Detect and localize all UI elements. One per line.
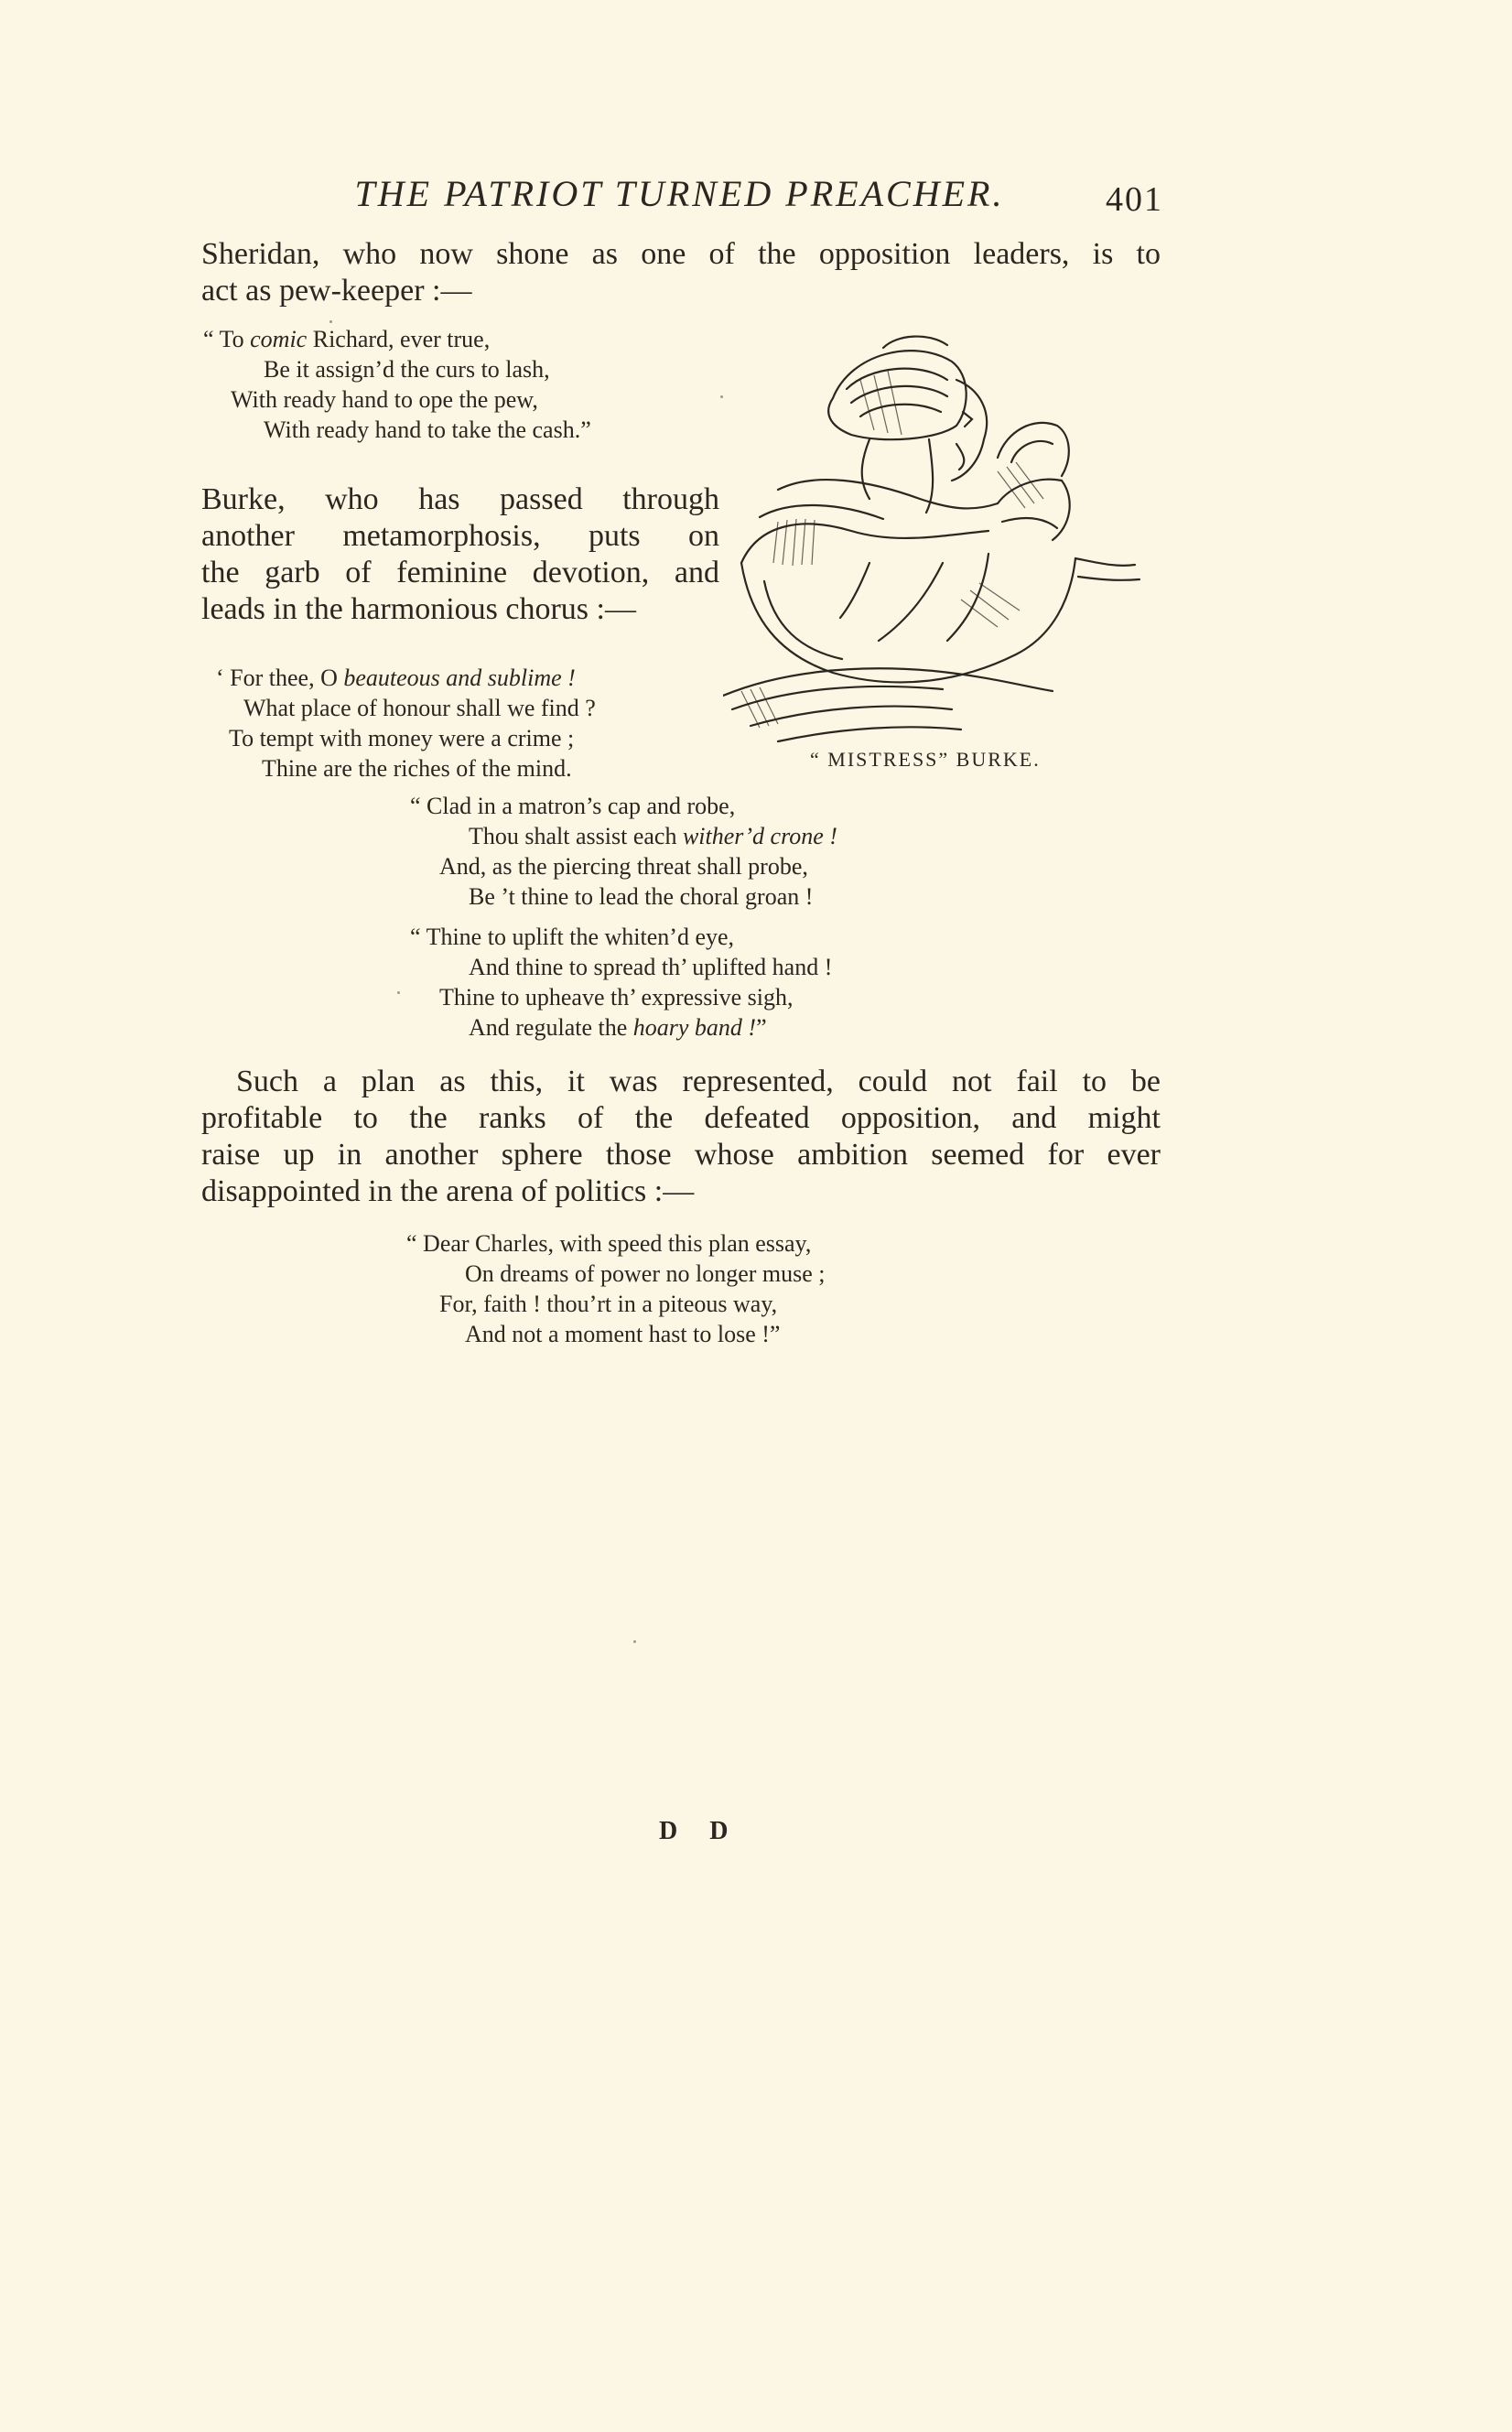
verse-italic: beauteous and sublime ! [343, 665, 576, 691]
paper-speck [397, 991, 400, 994]
verse-line: And, as the piercing threat shall probe, [439, 853, 808, 880]
paragraph-line: profitable to the ranks of the defeated opposition, and might [201, 1101, 1161, 1135]
verse-comic-richard [203, 324, 591, 445]
verse-italic: hoary band ! [632, 1014, 757, 1041]
verse-text: Richard, ever true, [307, 326, 491, 352]
verse-line: Thine are the riches of the mind. [262, 755, 572, 782]
paragraph-line: Sheridan, who now shone as one of the opposition leaders, is to [201, 237, 1161, 271]
paragraph-line: raise up in another sphere those whose ambition seemed for ever [201, 1138, 1161, 1172]
verse-matron [410, 791, 837, 912]
paragraph-line: Such a plan as this, it was represented, could not fail to be [236, 1065, 1161, 1098]
paragraph-line: act as pew-keeper :— [201, 274, 472, 308]
paragraph-line: leads in the harmonious chorus :— [201, 592, 636, 626]
paragraph-line: the garb of feminine devotion, and [201, 556, 719, 589]
paragraph-line: disappointed in the arena of politics :— [201, 1174, 695, 1208]
verse-line: “ Thine to uplift the whiten’d eye, [410, 924, 735, 950]
verse-line: To tempt with money were a crime ; [229, 725, 575, 751]
verse-text: And regulate the [469, 1014, 633, 1041]
paragraph-burke [201, 481, 719, 628]
verse-line: Thine to upheave th’ expressive sigh, [439, 984, 794, 1011]
paragraph-plan [201, 1064, 1161, 1210]
mistress-burke-illustration [723, 325, 1162, 755]
paper-speck [329, 320, 332, 323]
paper-speck [633, 1640, 636, 1643]
verse-line: Be it assign’d the curs to lash, [264, 356, 550, 383]
verse-line: With ready hand to ope the pew, [231, 386, 538, 413]
verse-line: And not a moment hast to lose !” [465, 1321, 781, 1347]
verse-italic: wither’d crone ! [682, 823, 837, 849]
verse-line: Be ’t thine to lead the choral groan ! [469, 883, 814, 910]
illustration-caption: “ MISTRESS” BURKE. [810, 748, 1041, 771]
paragraph-line: Burke, who has passed through [201, 482, 719, 516]
verse-line: What place of honour shall we find ? [243, 695, 596, 721]
verse-text: ” [756, 1014, 767, 1041]
verse-text: Thou shalt assist each [469, 823, 683, 849]
paragraph-line: another metamorphosis, puts on [201, 519, 719, 553]
verse-whiten [410, 922, 832, 1043]
verse-line: On dreams of power no longer muse ; [465, 1260, 826, 1287]
verse-line: “ Dear Charles, with speed this plan essay, [406, 1230, 812, 1257]
running-title: THE PATRIOT TURNED PREACHER. [354, 173, 1005, 214]
verse-beauteous [216, 663, 596, 784]
verse-line: “ Clad in a matron’s cap and robe, [410, 793, 736, 819]
page-number: 401 [1106, 180, 1163, 219]
verse-text: ‘ For thee, O [216, 665, 344, 691]
verse-line: And thine to spread th’ uplifted hand ! [469, 954, 833, 980]
paragraph-sheridan [201, 236, 1161, 309]
verse-italic: comic [250, 326, 308, 352]
signature-mark: D D [659, 1817, 741, 1845]
verse-charles [406, 1228, 826, 1349]
verse-line: For, faith ! thou’rt in a piteous way, [439, 1291, 778, 1317]
paper-speck [720, 395, 723, 398]
verse-text: “ To [203, 326, 251, 352]
verse-line: With ready hand to take the cash.” [264, 416, 591, 443]
